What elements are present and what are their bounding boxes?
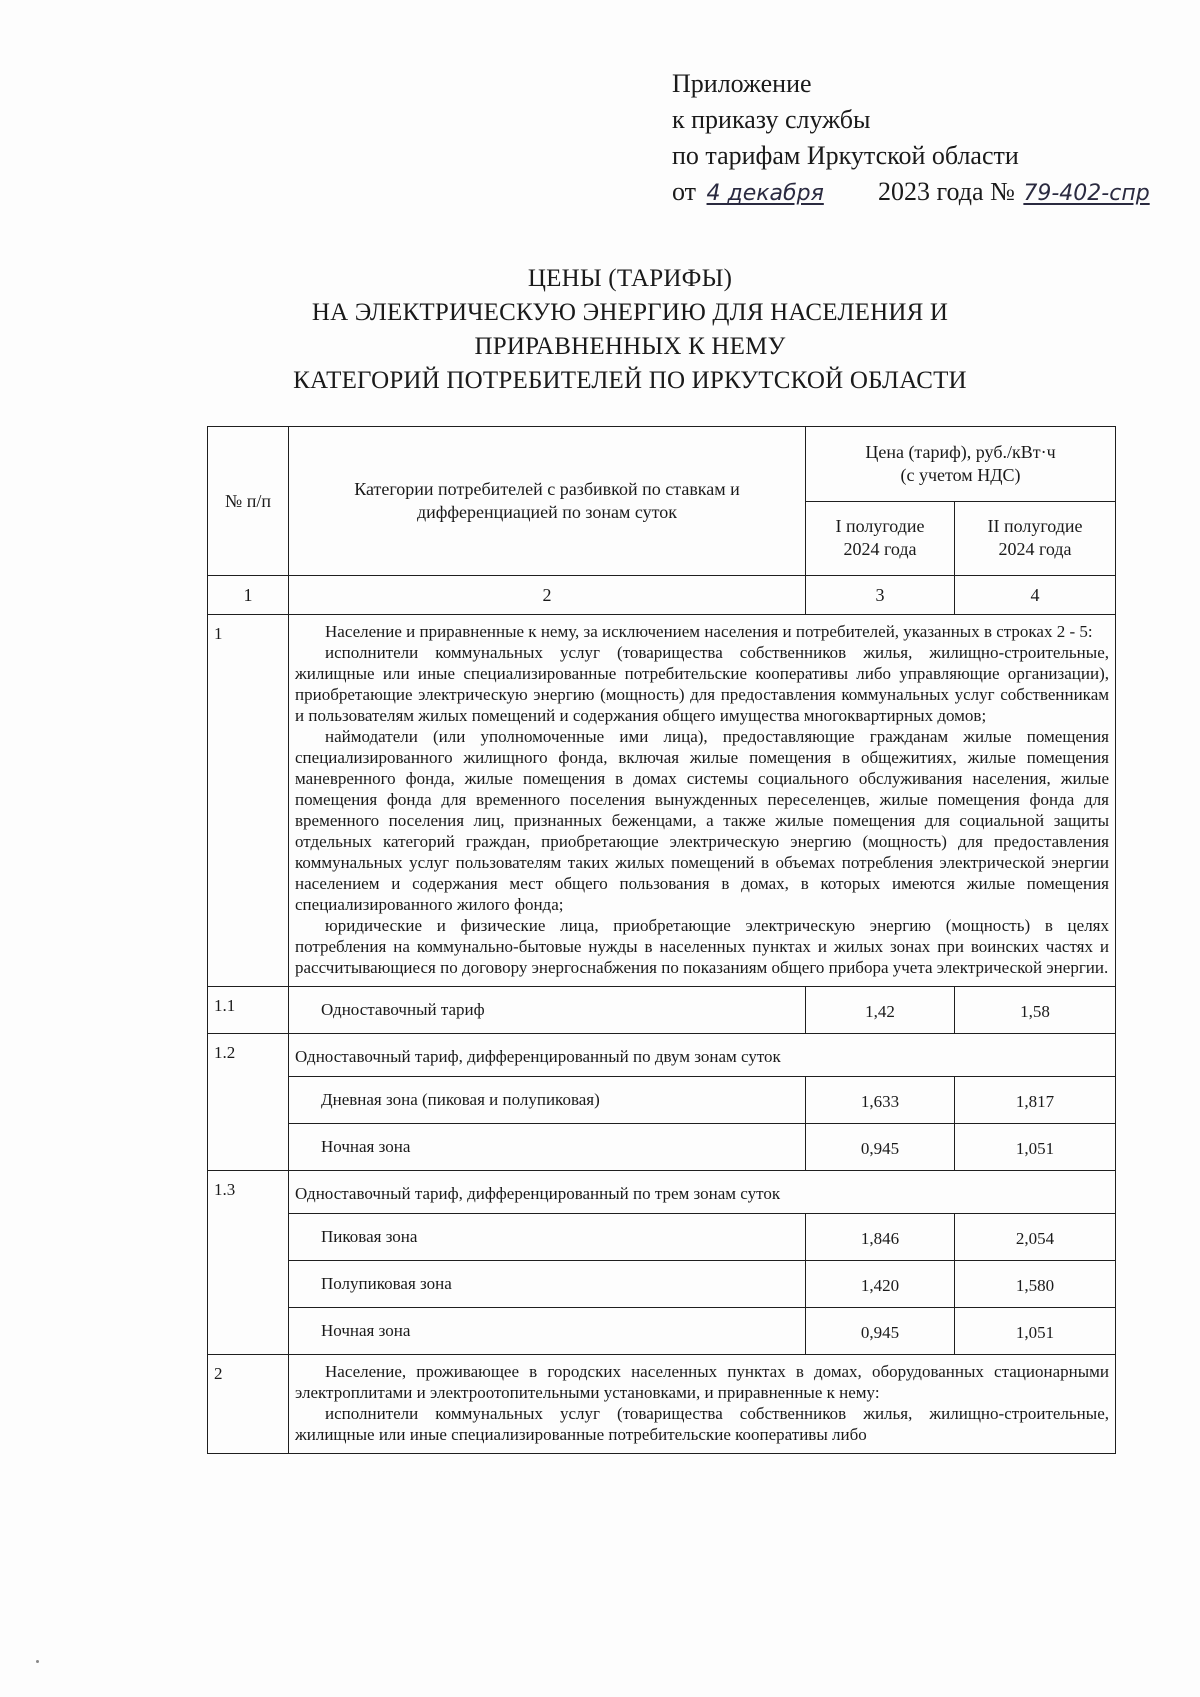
handwritten-date: 4 декабря xyxy=(706,181,824,206)
row-number: 1.2 xyxy=(208,1034,289,1171)
section-2-description xyxy=(289,1355,1116,1454)
tariff-label: Одноставочный тариф, дифференцированный по двум зонам суток xyxy=(289,1034,1116,1077)
handwritten-order-number: 79-402-спр xyxy=(1023,181,1150,206)
row-1-3-peak xyxy=(208,1214,1116,1261)
section-1-description xyxy=(289,615,1116,987)
row-1-3 xyxy=(208,1171,1116,1214)
price-h2: 1,580 xyxy=(955,1261,1116,1308)
header-price-line-1: Цена (тариф), руб./кВт·ч xyxy=(865,441,1056,462)
header-h1-line-2: 2024 года xyxy=(843,539,917,560)
title-line-4: КАТЕГОРИЙ ПОТРЕБИТЕЛЕЙ ПО ИРКУТСКОЙ ОБЛАСТИ xyxy=(293,367,967,394)
header-price xyxy=(806,427,1116,502)
paragraph: юридические и физические лица, приобретающие электрическую энергию (мощность) в целях потребления на коммунально-бытовые нужды в населенных пунктах и жилых зонах при воинских частях и рассчитывающиеся по договору энергоснабжения по показаниям общего прибора учета электрической энергии. xyxy=(295,916,1109,977)
price-h2: 1,051 xyxy=(955,1124,1116,1171)
appendix-line-4 xyxy=(672,174,1150,212)
paragraph: Население и приравненные к нему, за исключением населения и потребителей, указанных в строках 2 - 5: xyxy=(325,622,1093,641)
header-half-1 xyxy=(806,501,955,576)
appendix-header xyxy=(672,66,1150,212)
header-h2-line-2: 2024 года xyxy=(998,539,1072,560)
header-h2-line-1: II полугодие xyxy=(987,516,1083,537)
column-index: 1 xyxy=(208,576,289,615)
row-1-2 xyxy=(208,1034,1116,1077)
date-prefix: от xyxy=(672,177,697,206)
appendix-line-3: по тарифам Иркутской области xyxy=(672,141,1019,170)
row-number: 1.1 xyxy=(208,987,289,1034)
tariff-label: Одноставочный тариф, дифференцированный по трем зонам суток xyxy=(289,1171,1116,1214)
section-2-row xyxy=(208,1355,1116,1454)
scan-speck xyxy=(36,1660,39,1663)
column-index-row xyxy=(208,576,1116,615)
paragraph: исполнители коммунальных услуг (товарищества собственников жилья, жилищно-строительные, жилищные или иные специализированные потребительские кооперативы либо xyxy=(295,1404,1109,1444)
paragraph: наймодатели (или уполномоченные ими лица), предоставляющие гражданам жилые помещения специализированного жилищного фонда, включая жилые помещения в общежитиях, жилые помещения маневренного фонда, жилые помещения в домах системы социального обслуживания населения, жилые помещения фонда для временного поселения вынужденных переселенцев, жилые помещения фонда для временного поселения лиц, признанных беженцами, а также жилые помещения для социальной защиты отдельных категорий граждан, приобретающие электрическую энергию (мощность) для предоставления коммунальных услуг пользователям таких жилых помещений в объемах потребления электрической энергии населением и содержания мест общего пользования в домах, в которых имеются жилые помещения специализированного жилого фонда; xyxy=(295,727,1109,914)
year-text: 2023 года № xyxy=(878,177,1015,206)
appendix-line-2: к приказу службы xyxy=(672,105,871,134)
row-1-2-night xyxy=(208,1124,1116,1171)
header-h1-line-1: I полугодие xyxy=(835,516,925,537)
price-h1: 0,945 xyxy=(806,1124,955,1171)
column-index: 4 xyxy=(955,576,1116,615)
paragraph: Население, проживающее в городских населенных пунктах в домах, оборудованных стационарными электроплитами и электроотопительными установками, и приравненные к нему: xyxy=(295,1362,1109,1402)
zone-label: Пиковая зона xyxy=(289,1214,806,1261)
tariff-label: Одноставочный тариф xyxy=(289,987,806,1034)
zone-label: Полупиковая зона xyxy=(289,1261,806,1308)
zone-label: Дневная зона (пиковая и полупиковая) xyxy=(289,1077,806,1124)
column-index: 2 xyxy=(289,576,806,615)
column-index: 3 xyxy=(806,576,955,615)
zone-label: Ночная зона xyxy=(289,1308,806,1355)
row-number: 2 xyxy=(208,1355,289,1454)
row-1-2-day xyxy=(208,1077,1116,1124)
title-line-3: ПРИРАВНЕННЫХ К НЕМУ xyxy=(474,333,786,360)
price-h1: 1,846 xyxy=(806,1214,955,1261)
appendix-line-1: Приложение xyxy=(672,69,812,98)
price-h1: 1,420 xyxy=(806,1261,955,1308)
header-category: Категории потребителей с разбивкой по ставкам и дифференциацией по зонам суток xyxy=(289,427,806,576)
price-h2: 1,58 xyxy=(955,987,1116,1034)
header-half-2 xyxy=(955,501,1116,576)
document-title xyxy=(180,262,1080,398)
title-line-2: НА ЭЛЕКТРИЧЕСКУЮ ЭНЕРГИЮ ДЛЯ НАСЕЛЕНИЯ И xyxy=(311,299,949,326)
price-h2: 1,817 xyxy=(955,1077,1116,1124)
header-num: № п/п xyxy=(208,427,289,576)
price-h1: 0,945 xyxy=(806,1308,955,1355)
row-1-3-night xyxy=(208,1308,1116,1355)
row-number: 1 xyxy=(208,615,289,987)
row-number: 1.3 xyxy=(208,1171,289,1355)
row-1-3-semipeak xyxy=(208,1261,1116,1308)
title-line-1: ЦЕНЫ (ТАРИФЫ) xyxy=(527,265,733,292)
price-h2: 1,051 xyxy=(955,1308,1116,1355)
section-1-row xyxy=(208,615,1116,987)
price-h2: 2,054 xyxy=(955,1214,1116,1261)
paragraph: исполнители коммунальных услуг (товарищества собственников жилья, жилищно-строительные, жилищные или иные специализированные потребительские кооперативы либо управляющие организации), приобретающие электрическую энергию (мощность) для предоставления коммунальных услуг собственникам и пользователям жилых помещений и содержания общего имущества многоквартирных домов; xyxy=(295,643,1109,725)
header-price-line-2: (с учетом НДС) xyxy=(900,464,1021,485)
zone-label: Ночная зона xyxy=(289,1124,806,1171)
tariff-table xyxy=(207,426,1116,1454)
price-h1: 1,633 xyxy=(806,1077,955,1124)
header-row-1 xyxy=(208,427,1116,502)
price-h1: 1,42 xyxy=(806,987,955,1034)
row-1-1 xyxy=(208,987,1116,1034)
